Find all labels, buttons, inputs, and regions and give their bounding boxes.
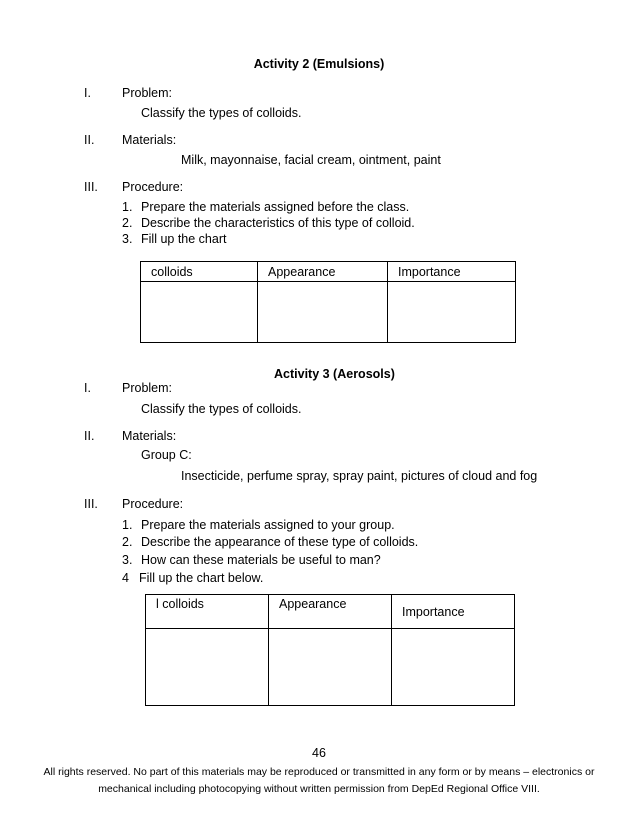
- step-number: 1.: [122, 518, 133, 532]
- section-heading: Problem:: [122, 86, 173, 100]
- copyright-line-1: All rights reserved. No part of this materials may be reproduced or transmitted in any form or by means – electronics or: [43, 766, 595, 778]
- copyright-line-2: mechanical including photocopying without written permission from DepEd Regional Office VIII.: [98, 783, 540, 795]
- table-header: Appearance: [269, 595, 392, 629]
- activity2-title: Activity 2 (Emulsions): [253, 57, 385, 71]
- section-numeral: I.: [84, 381, 91, 395]
- section-numeral: III.: [84, 180, 98, 194]
- activity3-chart: [145, 594, 515, 706]
- section-heading: Materials:: [122, 429, 177, 443]
- table-header: colloids: [141, 262, 258, 282]
- section-body: Insecticide, perfume spray, spray paint, pictures of cloud and fog: [181, 469, 538, 483]
- table-cell: [146, 629, 269, 706]
- step-text: Describe the characteristics of this type of colloid.: [141, 216, 415, 230]
- table-cell: [388, 282, 516, 343]
- section-numeral: III.: [84, 497, 98, 511]
- section-heading: Materials:: [122, 133, 177, 147]
- section-heading: Problem:: [122, 381, 173, 395]
- table-header: Appearance: [258, 262, 388, 282]
- step-number: 4: [122, 571, 129, 585]
- section-body: Classify the types of colloids.: [141, 402, 302, 416]
- step-number: 3.: [122, 553, 133, 567]
- table-cell: [141, 282, 258, 343]
- section-body: Milk, mayonnaise, facial cream, ointment, paint: [181, 153, 441, 167]
- section-body: Classify the types of colloids.: [141, 106, 302, 120]
- step-number: 2.: [122, 216, 133, 230]
- table-cell: [392, 629, 515, 706]
- step-number: 1.: [122, 200, 133, 214]
- activity3-title: Activity 3 (Aerosols): [274, 367, 395, 381]
- step-text: Fill up the chart: [141, 232, 227, 246]
- section-heading: Procedure:: [122, 180, 184, 194]
- group-label: Group C:: [141, 448, 192, 462]
- table-header: l colloids: [146, 595, 269, 629]
- table-cell: [269, 629, 392, 706]
- section-numeral: I.: [84, 86, 91, 100]
- page-number: 46: [312, 746, 326, 760]
- step-text: Fill up the chart below.: [139, 571, 264, 585]
- step-text: Prepare the materials assigned to your group.: [141, 518, 395, 532]
- step-number: 3.: [122, 232, 133, 246]
- step-text: How can these materials be useful to man?: [141, 553, 381, 567]
- step-text: Prepare the materials assigned before the class.: [141, 200, 410, 214]
- section-heading: Procedure:: [122, 497, 184, 511]
- section-numeral: II.: [84, 133, 95, 147]
- table-header: Importance: [388, 262, 516, 282]
- section-numeral: II.: [84, 429, 95, 443]
- step-text: Describe the appearance of these type of colloids.: [141, 535, 419, 549]
- step-number: 2.: [122, 535, 133, 549]
- table-header: Importance: [392, 595, 515, 629]
- activity2-chart: [140, 261, 516, 343]
- table-cell: [258, 282, 388, 343]
